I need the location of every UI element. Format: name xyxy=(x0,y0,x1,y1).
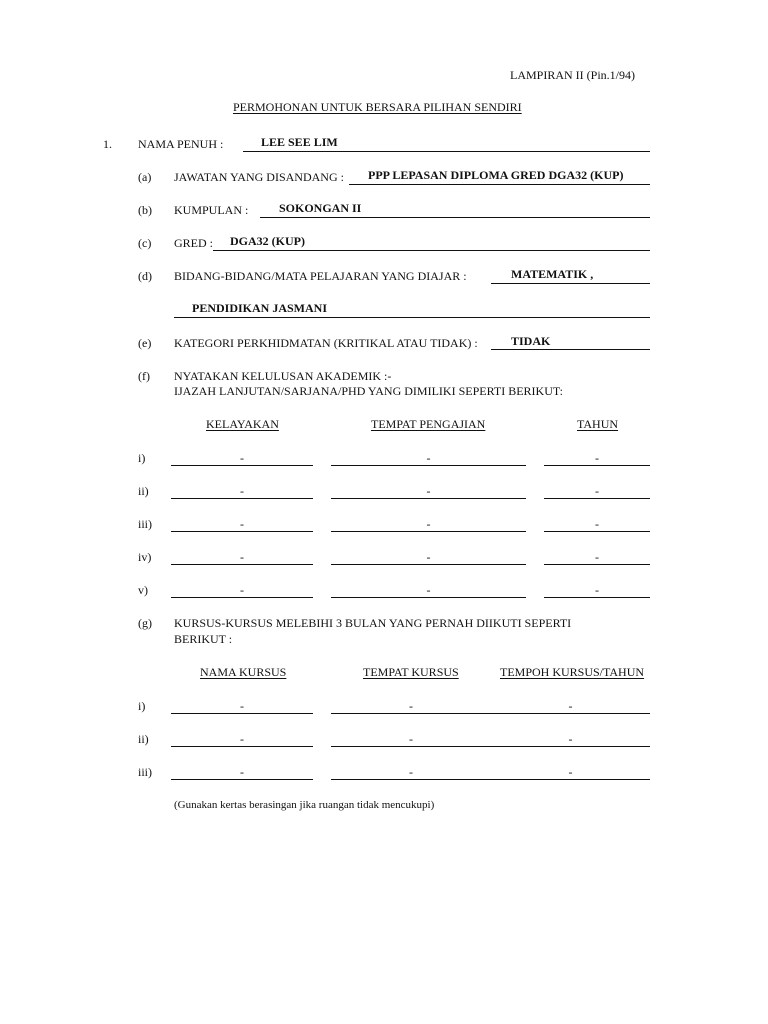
nama-value: LEE SEE LIM xyxy=(261,135,338,149)
cell-tahun: - xyxy=(595,517,599,531)
bidang-underline-1 xyxy=(491,283,650,284)
cell-tempat: - xyxy=(426,550,431,564)
header-tempoh-kursus: TEMPOH KURSUS/TAHUN xyxy=(500,665,645,679)
item-a-marker: (a) xyxy=(138,170,152,184)
row-number: i) xyxy=(138,451,146,465)
cell-underline xyxy=(331,498,526,499)
cell-nama-kursus: - xyxy=(240,765,244,779)
item-d-marker: (d) xyxy=(138,269,152,283)
gred-underline xyxy=(213,250,650,251)
kumpulan-underline xyxy=(260,217,650,218)
cell-tahun: - xyxy=(595,451,599,465)
cell-tempat-kursus: - xyxy=(409,765,413,779)
cell-underline xyxy=(544,465,650,466)
cell-underline xyxy=(491,713,650,714)
cell-tempat: - xyxy=(426,517,431,531)
cell-nama-kursus: - xyxy=(240,732,244,746)
cell-kelayakan: - xyxy=(240,550,244,564)
cell-underline xyxy=(331,746,491,747)
gred-value: DGA32 (KUP) xyxy=(230,234,305,248)
item-b-marker: (b) xyxy=(138,203,152,217)
header-kelayakan: KELAYAKAN xyxy=(206,417,279,431)
header-tempat-kursus: TEMPAT KURSUS xyxy=(363,665,459,679)
cell-tempat: - xyxy=(426,451,431,465)
kelulusan-line2: IJAZAH LANJUTAN/SARJANA/PHD YANG DIMILIKI SEPERTI BERIKUT: xyxy=(174,384,563,398)
kategori-label: KATEGORI PERKHIDMATAN (KRITIKAL ATAU TIDAK) : xyxy=(174,336,478,350)
cell-kelayakan: - xyxy=(240,484,244,498)
cell-underline xyxy=(171,597,313,598)
header-tempat-pengajian: TEMPAT PENGAJIAN xyxy=(371,417,486,431)
section-number: 1. xyxy=(103,137,112,151)
appendix-reference: LAMPIRAN II (Pin.1/94) xyxy=(510,68,635,82)
bidang-label: BIDANG-BIDANG/MATA PELAJARAN YANG DIAJAR : xyxy=(174,269,467,283)
row-number: iii) xyxy=(138,765,152,779)
nama-underline xyxy=(243,151,650,152)
cell-underline xyxy=(331,564,526,565)
cell-tempat: - xyxy=(426,583,431,597)
row-number: iv) xyxy=(138,550,152,564)
item-c-marker: (c) xyxy=(138,236,152,250)
cell-tempoh: - xyxy=(568,699,573,713)
cell-underline xyxy=(331,713,491,714)
item-f-marker: (f) xyxy=(138,369,150,383)
jawatan-underline xyxy=(349,184,650,185)
cell-tahun: - xyxy=(595,583,599,597)
cell-tempoh: - xyxy=(568,765,573,779)
cell-tempat: - xyxy=(426,484,431,498)
row-number: iii) xyxy=(138,517,152,531)
cell-tahun: - xyxy=(595,484,599,498)
cell-underline xyxy=(171,564,313,565)
cell-underline xyxy=(331,779,491,780)
bidang-value-1: MATEMATIK , xyxy=(511,267,594,281)
header-nama-kursus: NAMA KURSUS xyxy=(200,665,287,679)
kategori-value: TIDAK xyxy=(511,334,551,348)
cell-underline xyxy=(544,564,650,565)
row-number: ii) xyxy=(138,484,149,498)
row-number: v) xyxy=(138,583,148,597)
kumpulan-value: SOKONGAN II xyxy=(279,201,362,215)
row-number: ii) xyxy=(138,732,149,746)
cell-kelayakan: - xyxy=(240,451,244,465)
cell-underline xyxy=(544,597,650,598)
nama-label: NAMA PENUH : xyxy=(138,137,224,151)
space-note: (Gunakan kertas berasingan jika ruangan tidak mencukupi) xyxy=(174,799,435,811)
cell-underline xyxy=(544,498,650,499)
gred-label: GRED : xyxy=(174,236,213,250)
kursus-line1: KURSUS-KURSUS MELEBIHI 3 BULAN YANG PERNAH DIIKUTI SEPERTI xyxy=(174,616,572,630)
cell-kelayakan: - xyxy=(240,583,244,597)
cell-nama-kursus: - xyxy=(240,699,244,713)
jawatan-value: PPP LEPASAN DIPLOMA GRED DGA32 (KUP) xyxy=(368,168,624,182)
cell-underline xyxy=(171,498,313,499)
cell-underline xyxy=(544,531,650,532)
cell-underline xyxy=(331,465,526,466)
cell-tempoh: - xyxy=(568,732,573,746)
cell-underline xyxy=(331,597,526,598)
cell-underline xyxy=(491,779,650,780)
cell-underline xyxy=(491,746,650,747)
cell-kelayakan: - xyxy=(240,517,244,531)
header-tahun: TAHUN xyxy=(577,417,619,431)
cell-tahun: - xyxy=(595,550,599,564)
jawatan-label: JAWATAN YANG DISANDANG : xyxy=(174,170,344,184)
cell-underline xyxy=(171,746,313,747)
cell-tempat-kursus: - xyxy=(409,699,413,713)
cell-underline xyxy=(171,465,313,466)
kursus-line2: BERIKUT : xyxy=(174,632,233,646)
cell-underline xyxy=(171,713,313,714)
kumpulan-label: KUMPULAN : xyxy=(174,203,249,217)
item-e-marker: (e) xyxy=(138,336,152,350)
kategori-underline xyxy=(491,349,650,350)
cell-underline xyxy=(331,531,526,532)
form-title: PERMOHONAN UNTUK BERSARA PILIHAN SENDIRI xyxy=(233,100,522,114)
item-g-marker: (g) xyxy=(138,616,152,630)
bidang-underline-2 xyxy=(174,317,650,318)
kelulusan-line1: NYATAKAN KELULUSAN AKADEMIK :- xyxy=(174,369,392,383)
bidang-value-2: PENDIDIKAN JASMANI xyxy=(192,301,328,315)
cell-underline xyxy=(171,779,313,780)
row-number: i) xyxy=(138,699,146,713)
cell-underline xyxy=(171,531,313,532)
cell-tempat-kursus: - xyxy=(409,732,413,746)
